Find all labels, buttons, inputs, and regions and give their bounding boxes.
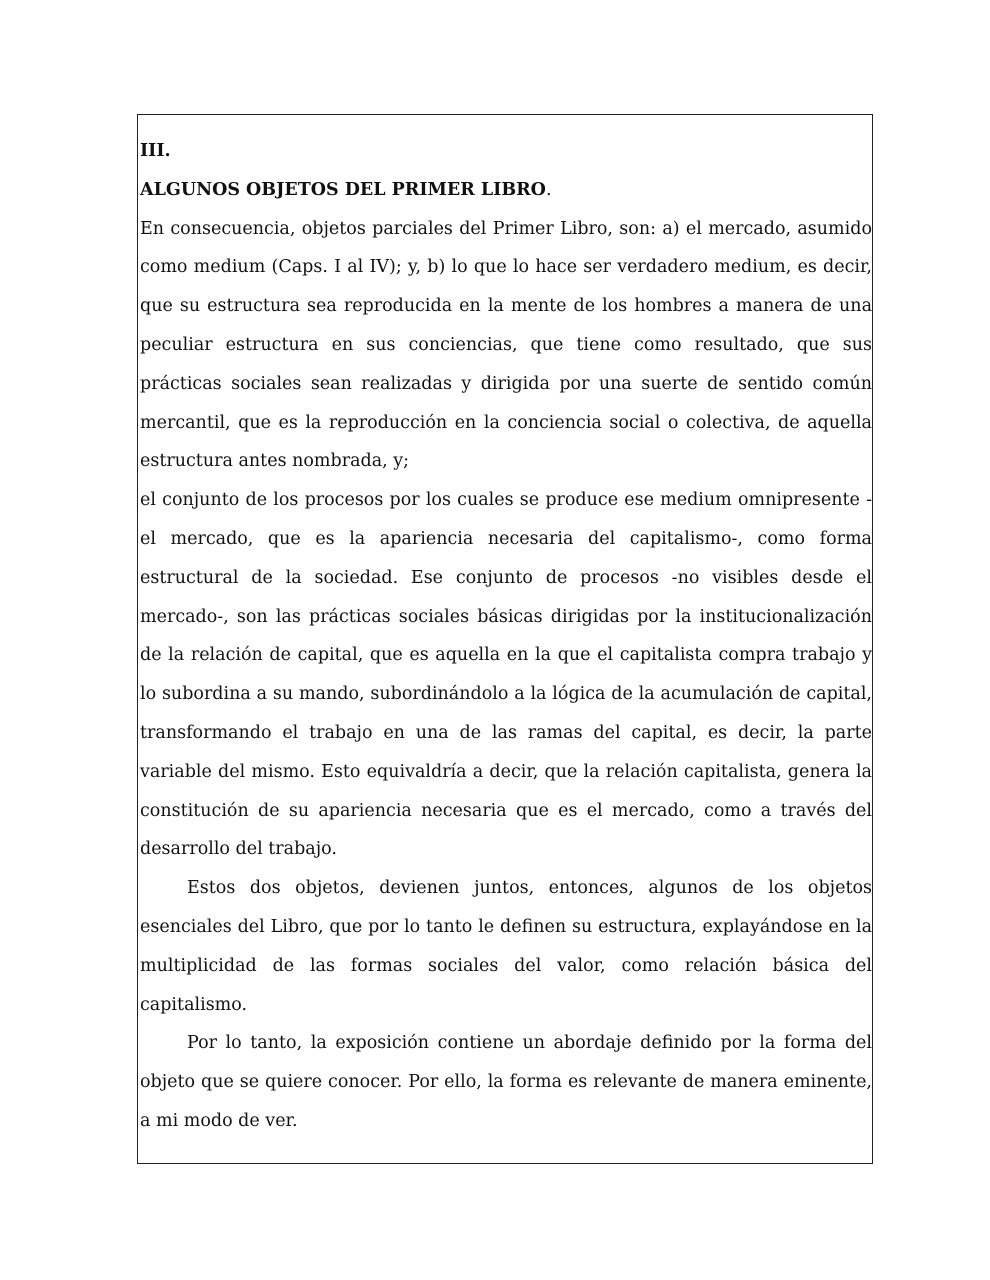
document-body <box>140 132 872 1141</box>
section-title-text: ALGUNOS OBJETOS DEL PRIMER LIBRO <box>140 179 546 200</box>
section-number: III. <box>140 141 171 161</box>
paragraph-3: Estos dos objetos, devienen juntos, entonces, algunos de los objetos esenciales del Libro, que por lo tanto le definen su estructura, explayándose en la multiplicidad de las formas sociales del valor, como relación básica del capitalismo. <box>140 878 872 1015</box>
section-title <box>140 171 872 210</box>
section-title-period: . <box>545 179 552 200</box>
paragraph-4: Por lo tanto, la exposición contiene un abordaje definido por la forma del objeto que se quiere conocer. Por ello, la forma es relevante de manera eminente, a mi modo de ver. <box>140 1033 872 1131</box>
paragraph-2: el conjunto de los procesos por los cuales se produce ese medium omnipresente -el mercado, que es la apariencia necesaria del capitalismo-, como forma estructural de la sociedad. Ese conjunto de procesos -no visibles desde el mercado-, son las prácticas sociales básicas dirigidas por la institucionalización de la relación de capital, que es aquella en la que el capitalista compra trabajo y lo subordina a su mando, subordinándolo a la lógica de la acumulación de capital, transformando el trabajo en una de las ramas del capital, es decir, la parte variable del mismo. Esto equivaldría a decir, que la relación capitalista, genera la constitución de su apariencia necesaria que es el mercado, como a través del desarrollo del trabajo. <box>140 490 872 860</box>
paragraph-1: En consecuencia, objetos parciales del Primer Libro, son: a) el mercado, asumido como medium (Caps. I al IV); y, b) lo que lo hace ser verdadero medium, es decir, que su estructura sea reproducida en la mente de los hombres a manera de una peculiar estructura en sus conciencias, que tiene como resultado, que sus prácticas sociales sean realizadas y dirigida por una suerte de sentido común mercantil, que es la reproducción en la conciencia social o colectiva, de aquella estructura antes nombrada, y; <box>140 218 872 472</box>
page-frame <box>137 114 873 1164</box>
